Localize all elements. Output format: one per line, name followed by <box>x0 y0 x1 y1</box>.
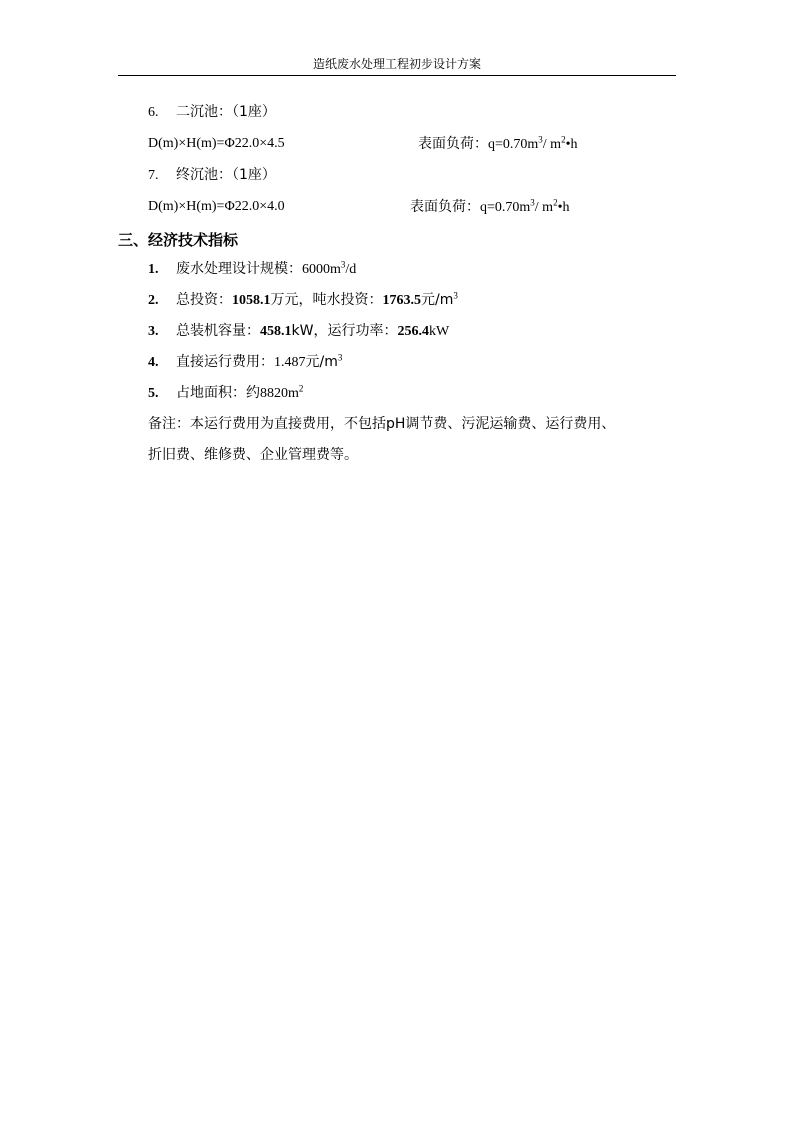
item-6-dimension-line <box>148 134 285 154</box>
surface-load-unit-end: •h <box>557 200 570 215</box>
indicator-label: 总装机容量： <box>176 323 260 339</box>
indicator-4 <box>148 352 342 373</box>
item-7-surface-load <box>410 197 569 218</box>
indicator-5 <box>148 383 303 404</box>
indicator-unit-2: 元/m <box>421 292 454 308</box>
indicator-number: 5. <box>148 386 159 401</box>
indicator-3 <box>148 321 449 342</box>
indicator-tail: /d <box>345 262 357 277</box>
dimension-value: 22.0×4.5 <box>234 136 285 151</box>
indicator-label: 废水处理设计规模： <box>176 261 302 277</box>
superscript-3: 3 <box>538 134 543 145</box>
dimension-value: 22.0×4.0 <box>234 199 285 214</box>
item-title: 二沉池：（1座） <box>176 104 276 120</box>
surface-load-value: q=0.70m <box>480 200 531 215</box>
item-number: 7. <box>148 168 159 183</box>
item-7-title-line <box>148 165 276 186</box>
item-6-title-line <box>148 102 276 123</box>
indicator-value: 6000m <box>302 262 341 277</box>
surface-load-unit-end: •h <box>565 137 578 152</box>
surface-load-unit-mid: / m <box>534 200 554 215</box>
indicator-number: 1. <box>148 262 159 277</box>
note-text: 折旧费、维修费、企业管理费等。 <box>148 447 358 463</box>
indicator-label: 直接运行费用： <box>176 354 274 370</box>
indicator-label: 占地面积：约 <box>176 385 260 401</box>
page-header <box>118 55 676 76</box>
land-area-value: 8820m <box>260 386 299 401</box>
superscript-3: 3 <box>337 352 343 363</box>
section-3-title: 三、经济技术指标 <box>118 231 239 249</box>
total-investment-value: 1058.1 <box>232 293 271 308</box>
superscript-2: 2 <box>561 134 566 145</box>
operating-cost-value: 1.487 <box>274 355 306 370</box>
superscript-2: 2 <box>553 197 558 208</box>
item-number: 6. <box>148 105 159 120</box>
indicator-2 <box>148 290 458 311</box>
note-text: 备注：本运行费用为直接费用，不包括pH调节费、污泥运输费、运行费用、 <box>148 416 616 432</box>
phi-symbol: Φ <box>224 199 235 214</box>
note-line-1 <box>148 414 615 434</box>
superscript-3: 3 <box>530 197 535 208</box>
indicator-number: 4. <box>148 355 159 370</box>
indicator-unit: kW，运行功率： <box>291 323 398 339</box>
operating-power-value: 256.4 <box>397 324 429 339</box>
surface-load-label: 表面负荷： <box>410 199 480 215</box>
dimension-label: D(m)×H(m)= <box>148 136 225 151</box>
superscript-3: 3 <box>340 259 346 270</box>
indicator-label: 总投资： <box>176 292 232 308</box>
surface-load-value: q=0.70m <box>488 137 539 152</box>
indicator-unit: 万元，吨水投资： <box>270 292 383 308</box>
dimension-label: D(m)×H(m)= <box>148 199 225 214</box>
item-6-surface-load <box>418 134 577 155</box>
surface-load-label: 表面负荷： <box>418 136 488 152</box>
header-title: 造纸废水处理工程初步设计方案 <box>312 57 481 71</box>
indicator-number: 2. <box>148 293 159 308</box>
indicator-unit: 元/m <box>305 354 338 370</box>
installed-capacity-value: 458.1 <box>260 324 292 339</box>
superscript-3: 3 <box>453 290 458 301</box>
indicator-number: 3. <box>148 324 159 339</box>
item-title: 终沉池：（1座） <box>176 167 276 183</box>
indicator-unit-2: kW <box>428 324 450 339</box>
investment-per-ton-value: 1763.5 <box>382 293 421 308</box>
surface-load-unit-mid: / m <box>542 137 562 152</box>
note-line-2 <box>148 445 358 465</box>
indicator-1 <box>148 259 356 280</box>
section-heading <box>118 230 238 250</box>
item-7-dimension-line <box>148 197 285 217</box>
superscript-2: 2 <box>298 383 304 394</box>
phi-symbol: Φ <box>224 136 235 151</box>
